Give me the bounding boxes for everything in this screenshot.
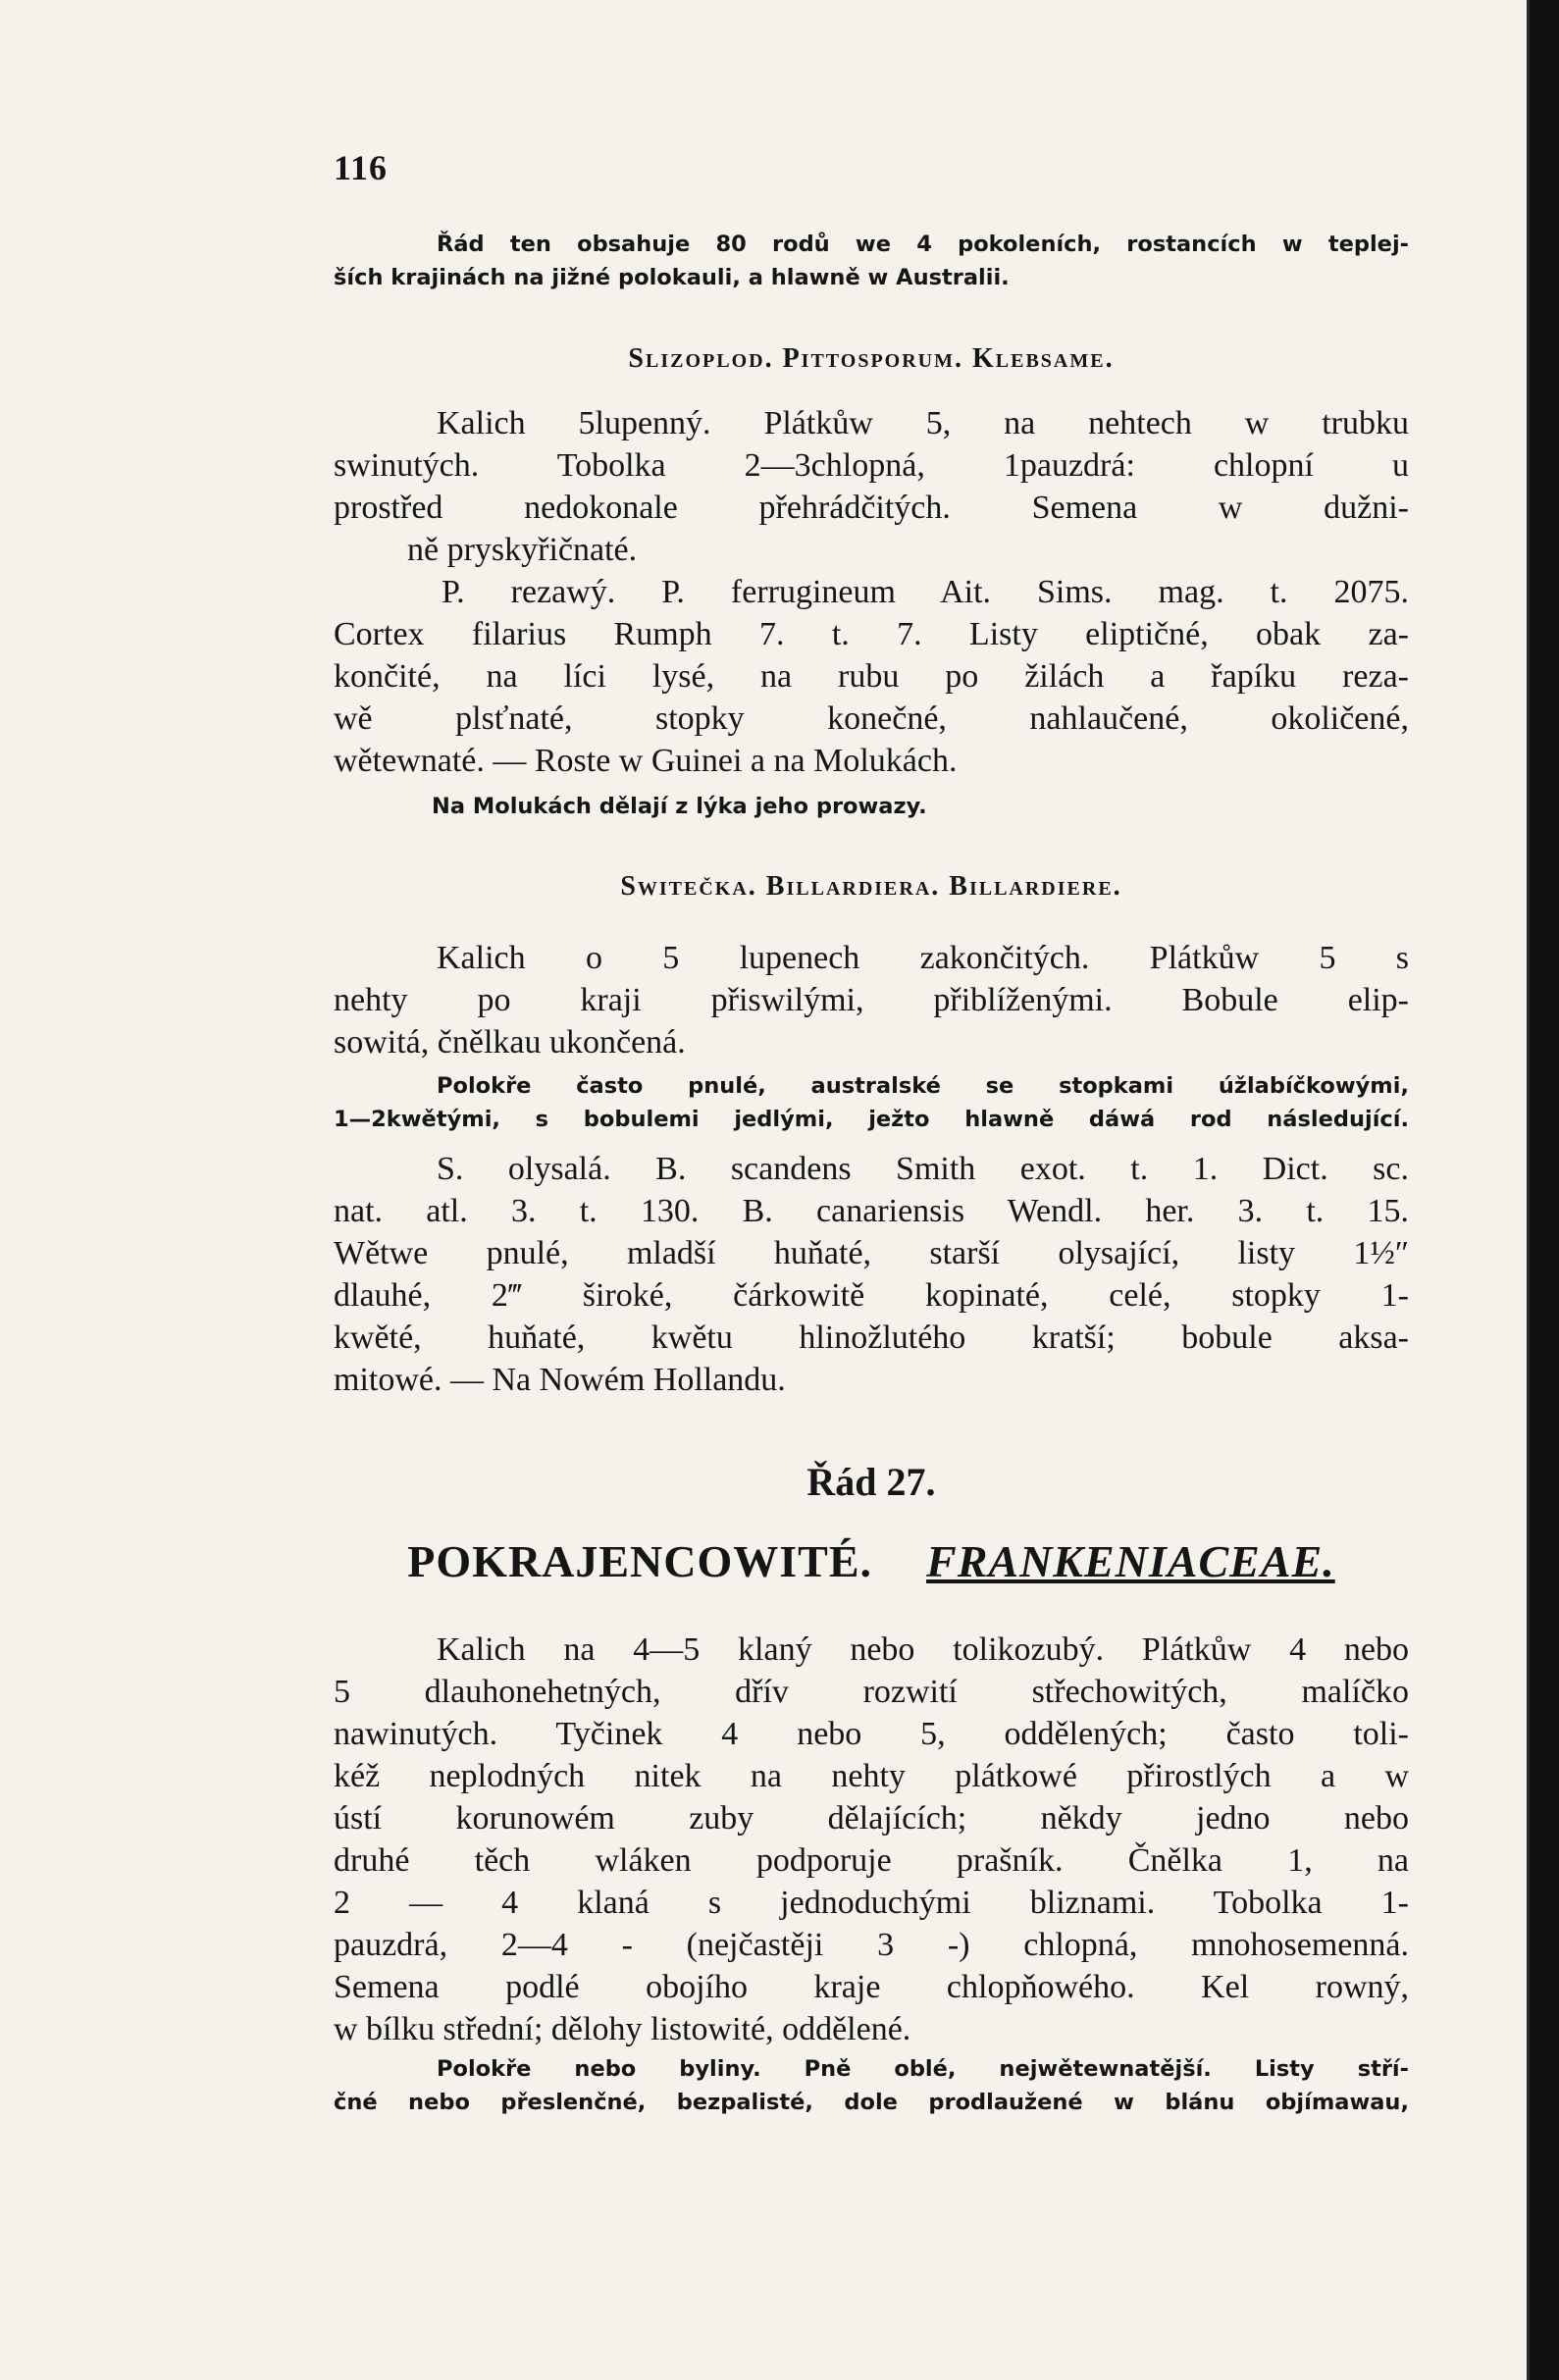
text-line: mitowé. — Na Nowém Hollandu. (334, 1362, 786, 1398)
text-line: wětewnaté. — Roste w Guinei a na Molukách. (334, 743, 958, 779)
order-note (334, 2052, 1409, 2119)
text-line: S. olysalá. B. scandens Smith exot. t. 1. Dict. sc. (437, 1151, 1409, 1187)
text-line: dlauhé, 2‴ široké, čárkowitě kopinaté, celé, stopky 1- (334, 1277, 1409, 1314)
text-line: swinutých. Tobolka 2—3chlopná, 1pauzdrá: chlopní u (334, 447, 1409, 484)
species-entry-b-scandens (334, 1148, 1409, 1401)
genus-description-pittosporum (334, 402, 1409, 571)
note-line: Polokře nebo byliny. Pně oblé, nejwětewnatější. Listy stří- (437, 2056, 1409, 2082)
text-line: ně pryskyřičnaté. (407, 532, 638, 568)
text-line: 5 dlauhonehetných, dřív rozwití střechowitých, malíčko (334, 1674, 1409, 1710)
text-line: nat. atl. 3. t. 130. B. canariensis Wendl. her. 3. t. 15. (334, 1193, 1409, 1229)
text-line: Kalich o 5 lupenech zakončitých. Plátkůw 5 s (437, 940, 1409, 976)
text-line: prostřed nedokonale přehrádčitých. Semena w dužni- (334, 490, 1409, 526)
text-line: kéž neplodných nitek na nehty plátkowé přirostlých a w (334, 1758, 1409, 1794)
note-line: čné nebo přeslenčné, bezpalisté, dole prodlaužené w blánu objímawau, (334, 2090, 1409, 2115)
text-line: Kalich 5lupenný. Plátkůw 5, na nehtech w trubku (437, 405, 1409, 441)
text-line: druhé těch wláken podporuje prašník. Čnělka 1, na (334, 1842, 1409, 1879)
species-entry-p-ferrugineum (334, 571, 1409, 782)
genus-description-billardiera (334, 937, 1409, 1063)
text-line: Cortex filarius Rumph 7. t. 7. Listy eliptičné, obak za- (334, 616, 1409, 652)
note-line: Polokře často pnulé, australské se stopkami úžlabíčkowými, (437, 1073, 1409, 1099)
intro-note (334, 228, 1409, 294)
genus-note-billardiera (334, 1069, 1409, 1136)
text-line: Wětwe pnulé, mladší huňaté, starší olysající, listy 1½″ (334, 1235, 1409, 1271)
text-line: P. rezawý. P. ferrugineum Ait. Sims. mag. t. 2075. (442, 574, 1409, 610)
text-line: Kalich na 4—5 klaný nebo tolikozubý. Plátkůw 4 nebo (437, 1631, 1409, 1668)
text-line: w bílku střední; dělohy listowité, oddělené. (334, 2011, 911, 2047)
text-line: nehty po kraji přiswilými, přiblíženými. Bobule elip- (334, 982, 1409, 1018)
text-line: ústí korunowém zuby dělajících; někdy jedno nebo (334, 1800, 1409, 1837)
text-line: pauzdrá, 2—4 - (nejčastěji 3 -) chlopná, mnohosemenná. (334, 1927, 1409, 1963)
genus-heading-pittosporum: Slizoplod. Pittosporum. Klebsame. (628, 343, 1115, 374)
text-line: wě plsťnaté, stopky konečné, nahlaučené, okoličené, (334, 700, 1409, 737)
order-description (334, 1629, 1409, 2050)
family-name-latin: FRANKENIACEAE. (926, 1536, 1335, 1586)
text-line: nawinutých. Tyčinek 4 nebo 5, oddělených; často toli- (334, 1716, 1409, 1752)
text-line: končité, na líci lysé, na rubu po žilách a řapíku reza- (334, 658, 1409, 695)
genus-note-pittosporum (334, 790, 1409, 823)
page-number: 116 (334, 148, 389, 187)
text-line: sowitá, čnělkau ukončená. (334, 1024, 686, 1061)
text-line: Semena podlé obojího kraje chlopňowého. Kel rowný, (334, 1969, 1409, 2005)
intro-note-line: Řád ten obsahuje 80 rodů we 4 pokoleních, rostancích w teplej- (437, 232, 1409, 257)
text-line: 2 — 4 klaná s jednoduchými bliznami. Tobolka 1- (334, 1885, 1409, 1921)
page-edge-shadow (1530, 0, 1559, 2380)
intro-note-line: ších krajinách na jižné polokauli, a hlawně w Australii. (334, 265, 1010, 290)
genus-heading-billardiera: Switečka. Billardiera. Billardiere. (620, 871, 1122, 902)
order-heading: Řád 27. (806, 1460, 936, 1504)
family-title (334, 1535, 1409, 1587)
note-line: Na Molukách dělají z lýka jeho prowazy. (432, 794, 927, 819)
text-line: kwěté, huňaté, kwětu hlinožlutého kratší; bobule aksa- (334, 1319, 1409, 1356)
note-line: 1—2kwětými, s bobulemi jedlými, ježto hlawně dáwá rod následující. (334, 1107, 1409, 1132)
family-name-czech: POKRAJENCOWITÉ. (407, 1536, 873, 1586)
